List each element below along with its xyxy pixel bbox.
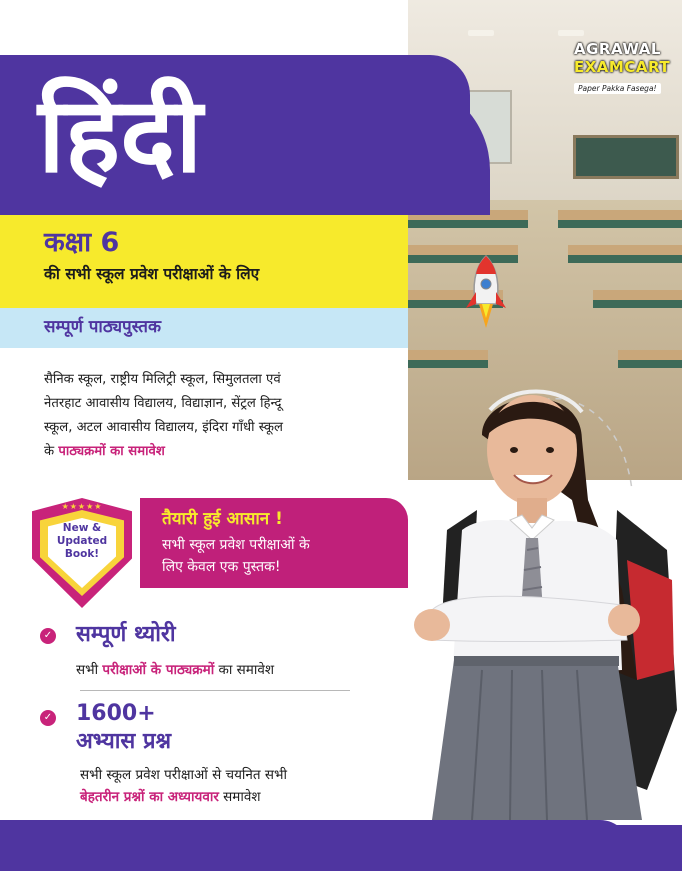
schools-line: स्कूल, अटल आवासीय विद्यालय, इंदिरा गाँधी स्कूल <box>44 420 283 435</box>
feature-questions-title <box>76 700 171 756</box>
logo-tagline: Paper Pakka Fasega! <box>574 83 661 94</box>
desk-row <box>618 350 682 368</box>
feature-questions-highlight: बेहतरीन प्रश्नों का अध्यायवार <box>80 789 219 805</box>
schools-line: सैनिक स्कूल, राष्ट्रीय मिलिट्री स्कूल, सिमुलतला एवं <box>44 372 281 387</box>
new-updated-badge <box>32 498 132 608</box>
syllabus-highlight: पाठ्यक्रमों का समावेश <box>58 444 165 459</box>
star-icons: ★★★★★ <box>61 502 103 511</box>
rocket-icon <box>456 252 516 332</box>
easy-prep-text <box>162 534 402 578</box>
check-icon: ✓ <box>40 710 56 726</box>
badge-line: Updated <box>56 535 108 547</box>
logo-line2: EXAMCART <box>574 58 671 76</box>
feature-theory-prefix: सभी <box>76 662 99 678</box>
easy-prep-title: तैयारी हुई आसान ! <box>162 509 283 529</box>
schools-line4-prefix: के <box>44 444 55 459</box>
bottom-band-full <box>0 825 682 871</box>
ceiling-lamp <box>468 30 494 36</box>
desk-row <box>593 290 682 308</box>
feature-questions-line: सभी स्कूल प्रवेश परीक्षाओं से चयनित सभी <box>80 767 287 783</box>
easy-prep-line: लिए केवल एक पुस्तक! <box>162 559 281 575</box>
feature-questions-line <box>80 786 287 808</box>
feature-theory-suffix: का समावेश <box>218 662 275 678</box>
badge-line: Book! <box>64 548 100 560</box>
questions-count: 1600+ <box>76 701 156 726</box>
desk-row <box>408 350 488 368</box>
desk-row <box>558 210 682 228</box>
badge-line: New & <box>62 522 102 534</box>
ceiling-lamp <box>558 30 584 36</box>
schools-list <box>44 368 424 464</box>
blackboard <box>573 135 679 179</box>
feature-theory-text <box>76 660 274 678</box>
schools-line: नेतरहाट आवासीय विद्यालय, विद्याज्ञान, सेंट्रल हिन्दू <box>44 396 282 411</box>
feature-questions-text <box>80 764 287 808</box>
book-type-label: सम्पूर्ण पाठ्यपुस्तक <box>44 317 162 337</box>
questions-label: अभ्यास प्रश्न <box>76 729 172 754</box>
book-title: हिंदी <box>38 73 203 196</box>
exam-scope-text: की सभी स्कूल प्रवेश परीक्षाओं के लिए <box>44 265 260 283</box>
easy-prep-line: सभी स्कूल प्रवेश परीक्षाओं के <box>162 537 310 553</box>
badge-text <box>50 522 114 561</box>
desk-row <box>568 245 682 263</box>
feature-theory-highlight: परीक्षाओं के पाठ्यक्रमों <box>102 662 215 678</box>
class-label: कक्षा 6 <box>44 227 120 258</box>
publisher-logo <box>574 40 678 95</box>
feature-theory-title: सम्पूर्ण थ्योरी <box>76 622 176 647</box>
logo-line1: AGRAWAL <box>574 40 661 58</box>
student-girl-image <box>392 380 682 825</box>
feature-divider <box>80 690 350 691</box>
schools-line <box>44 440 424 464</box>
feature-questions-suffix: समावेश <box>223 789 261 805</box>
check-icon: ✓ <box>40 628 56 644</box>
